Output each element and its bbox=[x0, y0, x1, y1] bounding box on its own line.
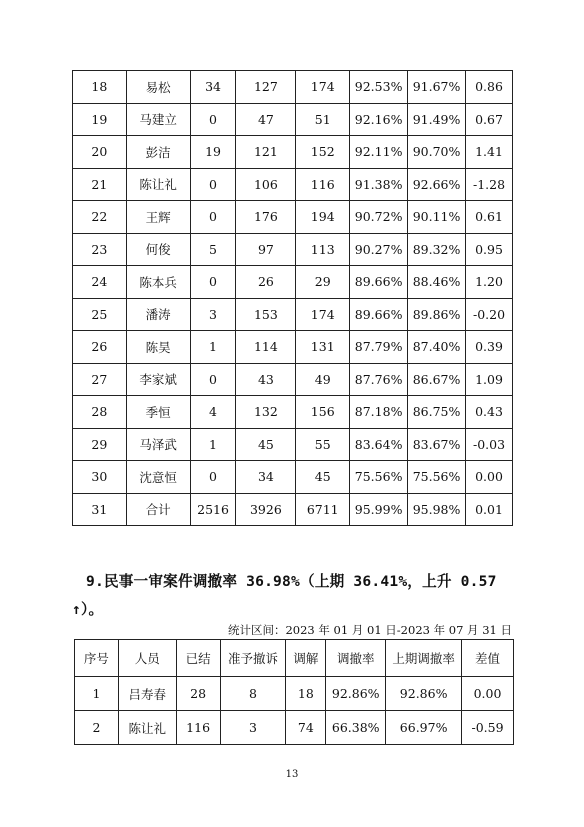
table-cell: 90.72% bbox=[350, 201, 408, 234]
table-cell: 陈本兵 bbox=[126, 266, 190, 299]
table-cell: 86.67% bbox=[408, 363, 466, 396]
table-row bbox=[73, 168, 513, 201]
table-cell: 92.16% bbox=[350, 103, 408, 136]
table-row bbox=[73, 201, 513, 234]
table-cell: 0.39 bbox=[466, 331, 513, 364]
table-cell: 91.49% bbox=[408, 103, 466, 136]
table-cell: 马建立 bbox=[126, 103, 190, 136]
table-cell: 92.86% bbox=[326, 677, 386, 711]
ranking-table-continued bbox=[72, 70, 513, 526]
table-cell: 66.38% bbox=[326, 711, 386, 745]
table-cell: 0.95 bbox=[466, 233, 513, 266]
table-cell: 0.00 bbox=[462, 677, 514, 711]
table-cell: 8 bbox=[220, 677, 286, 711]
table-cell: 121 bbox=[236, 136, 296, 169]
table-cell: 0 bbox=[190, 103, 236, 136]
table-cell: 153 bbox=[236, 298, 296, 331]
table-row bbox=[73, 233, 513, 266]
table-cell: 116 bbox=[176, 711, 220, 745]
table-cell: 18 bbox=[73, 71, 127, 104]
table-cell: 29 bbox=[296, 266, 350, 299]
table-cell: 3 bbox=[220, 711, 286, 745]
table-cell: 0.67 bbox=[466, 103, 513, 136]
table-cell: 1.41 bbox=[466, 136, 513, 169]
table-cell: 26 bbox=[73, 331, 127, 364]
table-cell: 1.09 bbox=[466, 363, 513, 396]
table-cell: 176 bbox=[236, 201, 296, 234]
table-cell: 21 bbox=[73, 168, 127, 201]
column-header: 调撤率 bbox=[326, 640, 386, 677]
table-cell: 87.40% bbox=[408, 331, 466, 364]
table-cell: 131 bbox=[296, 331, 350, 364]
table-header-row bbox=[75, 640, 514, 677]
table-cell: 92.86% bbox=[386, 677, 462, 711]
table-row bbox=[73, 266, 513, 299]
table-cell: 113 bbox=[296, 233, 350, 266]
table-cell: 30 bbox=[73, 461, 127, 494]
table-cell: 0 bbox=[190, 168, 236, 201]
table-cell: 87.76% bbox=[350, 363, 408, 396]
table-cell: 潘涛 bbox=[126, 298, 190, 331]
table-cell: 75.56% bbox=[350, 461, 408, 494]
table-cell: 0 bbox=[190, 266, 236, 299]
column-header: 上期调撤率 bbox=[386, 640, 462, 677]
table-row bbox=[73, 428, 513, 461]
table-cell: 易松 bbox=[126, 71, 190, 104]
table-cell: 何俊 bbox=[126, 233, 190, 266]
table-cell: 88.46% bbox=[408, 266, 466, 299]
table-cell: 0 bbox=[190, 461, 236, 494]
table-cell: 49 bbox=[296, 363, 350, 396]
column-header: 人员 bbox=[118, 640, 176, 677]
table-cell: 34 bbox=[236, 461, 296, 494]
table-cell: 95.98% bbox=[408, 493, 466, 526]
table-cell: 45 bbox=[296, 461, 350, 494]
table-cell: 6711 bbox=[296, 493, 350, 526]
table-cell: 106 bbox=[236, 168, 296, 201]
section-heading-line1: 9.民事一审案件调撤率 36.98%（上期 36.41%，上升 0.57 bbox=[86, 573, 497, 590]
table-cell: 89.66% bbox=[350, 298, 408, 331]
table-cell: 116 bbox=[296, 168, 350, 201]
table-cell: 陈让礼 bbox=[126, 168, 190, 201]
table-cell: 90.11% bbox=[408, 201, 466, 234]
table-cell: 66.97% bbox=[386, 711, 462, 745]
table-cell: 127 bbox=[236, 71, 296, 104]
table-cell: 2516 bbox=[190, 493, 236, 526]
table-cell: 0.01 bbox=[466, 493, 513, 526]
column-header: 调解 bbox=[286, 640, 326, 677]
table-cell: 29 bbox=[73, 428, 127, 461]
table-cell: 152 bbox=[296, 136, 350, 169]
column-header: 准予撤诉 bbox=[220, 640, 286, 677]
civil-first-instance-table bbox=[74, 639, 514, 745]
statistics-range: 统计区间：2023 年 01 月 01 日-2023 年 07 月 31 日 bbox=[227, 623, 512, 637]
table-cell: 55 bbox=[296, 428, 350, 461]
table-cell: 19 bbox=[73, 103, 127, 136]
table-cell: 3 bbox=[190, 298, 236, 331]
table-cell: 27 bbox=[73, 363, 127, 396]
table-cell: 92.66% bbox=[408, 168, 466, 201]
table-cell: 86.75% bbox=[408, 396, 466, 429]
table-cell: -0.20 bbox=[466, 298, 513, 331]
table-cell: 0.86 bbox=[466, 71, 513, 104]
table-cell: 1.20 bbox=[466, 266, 513, 299]
column-header: 已结 bbox=[176, 640, 220, 677]
table-cell: 92.11% bbox=[350, 136, 408, 169]
table-row bbox=[73, 493, 513, 526]
table-cell: 陈让礼 bbox=[118, 711, 176, 745]
table-cell: 174 bbox=[296, 71, 350, 104]
table-row bbox=[73, 71, 513, 104]
table-cell: 31 bbox=[73, 493, 127, 526]
table-cell: 75.56% bbox=[408, 461, 466, 494]
table-cell: 194 bbox=[296, 201, 350, 234]
table-row bbox=[73, 461, 513, 494]
table-cell: 28 bbox=[73, 396, 127, 429]
table-cell: 22 bbox=[73, 201, 127, 234]
table-cell: 23 bbox=[73, 233, 127, 266]
table-cell: -0.03 bbox=[466, 428, 513, 461]
table-cell: 89.32% bbox=[408, 233, 466, 266]
table-cell: -1.28 bbox=[466, 168, 513, 201]
table-cell: 25 bbox=[73, 298, 127, 331]
table-cell: 34 bbox=[190, 71, 236, 104]
table-cell: 174 bbox=[296, 298, 350, 331]
table-cell: 91.67% bbox=[408, 71, 466, 104]
table-cell: 彭洁 bbox=[126, 136, 190, 169]
table-cell: 95.99% bbox=[350, 493, 408, 526]
table-cell: 吕寿春 bbox=[118, 677, 176, 711]
table-cell: 47 bbox=[236, 103, 296, 136]
table-cell: 51 bbox=[296, 103, 350, 136]
section-heading-line2: ↑）。 bbox=[72, 601, 104, 618]
table-cell: 89.86% bbox=[408, 298, 466, 331]
table-cell: 92.53% bbox=[350, 71, 408, 104]
table-cell: 90.27% bbox=[350, 233, 408, 266]
table-cell: 4 bbox=[190, 396, 236, 429]
table-row bbox=[73, 331, 513, 364]
table-cell: 5 bbox=[190, 233, 236, 266]
table-cell: 91.38% bbox=[350, 168, 408, 201]
section-heading bbox=[72, 568, 516, 624]
table-cell: 87.18% bbox=[350, 396, 408, 429]
table-cell: 1 bbox=[190, 428, 236, 461]
table-cell: 王辉 bbox=[126, 201, 190, 234]
column-header: 差值 bbox=[462, 640, 514, 677]
table-cell: 83.67% bbox=[408, 428, 466, 461]
column-header: 序号 bbox=[75, 640, 119, 677]
table-cell: 26 bbox=[236, 266, 296, 299]
table-cell: 李家斌 bbox=[126, 363, 190, 396]
table-cell: 114 bbox=[236, 331, 296, 364]
table-cell: 19 bbox=[190, 136, 236, 169]
table-cell: 156 bbox=[296, 396, 350, 429]
table-cell: 83.64% bbox=[350, 428, 408, 461]
table-cell: 87.79% bbox=[350, 331, 408, 364]
page-number: 13 bbox=[285, 769, 299, 780]
table-cell: 0.00 bbox=[466, 461, 513, 494]
table-cell: 0 bbox=[190, 201, 236, 234]
table-cell: 97 bbox=[236, 233, 296, 266]
table-row bbox=[75, 677, 514, 711]
table-cell: 1 bbox=[75, 677, 119, 711]
table-cell: 18 bbox=[286, 677, 326, 711]
table-cell: 马泽武 bbox=[126, 428, 190, 461]
table-cell: 陈昊 bbox=[126, 331, 190, 364]
table-cell: 3926 bbox=[236, 493, 296, 526]
table-cell: 0.43 bbox=[466, 396, 513, 429]
table-cell: 2 bbox=[75, 711, 119, 745]
table-cell: 20 bbox=[73, 136, 127, 169]
table-row bbox=[73, 363, 513, 396]
table-cell: 89.66% bbox=[350, 266, 408, 299]
table-cell: 季恒 bbox=[126, 396, 190, 429]
table-row bbox=[73, 103, 513, 136]
table-cell: 0 bbox=[190, 363, 236, 396]
table-row bbox=[73, 136, 513, 169]
table-cell: 沈意恒 bbox=[126, 461, 190, 494]
table-cell: 132 bbox=[236, 396, 296, 429]
table-row bbox=[75, 711, 514, 745]
table-row bbox=[73, 396, 513, 429]
table-cell: -0.59 bbox=[462, 711, 514, 745]
table-cell: 43 bbox=[236, 363, 296, 396]
table-cell: 74 bbox=[286, 711, 326, 745]
table-cell: 合计 bbox=[126, 493, 190, 526]
table-cell: 24 bbox=[73, 266, 127, 299]
table-cell: 28 bbox=[176, 677, 220, 711]
table-cell: 0.61 bbox=[466, 201, 513, 234]
table-row bbox=[73, 298, 513, 331]
table-cell: 45 bbox=[236, 428, 296, 461]
table-cell: 90.70% bbox=[408, 136, 466, 169]
table-cell: 1 bbox=[190, 331, 236, 364]
